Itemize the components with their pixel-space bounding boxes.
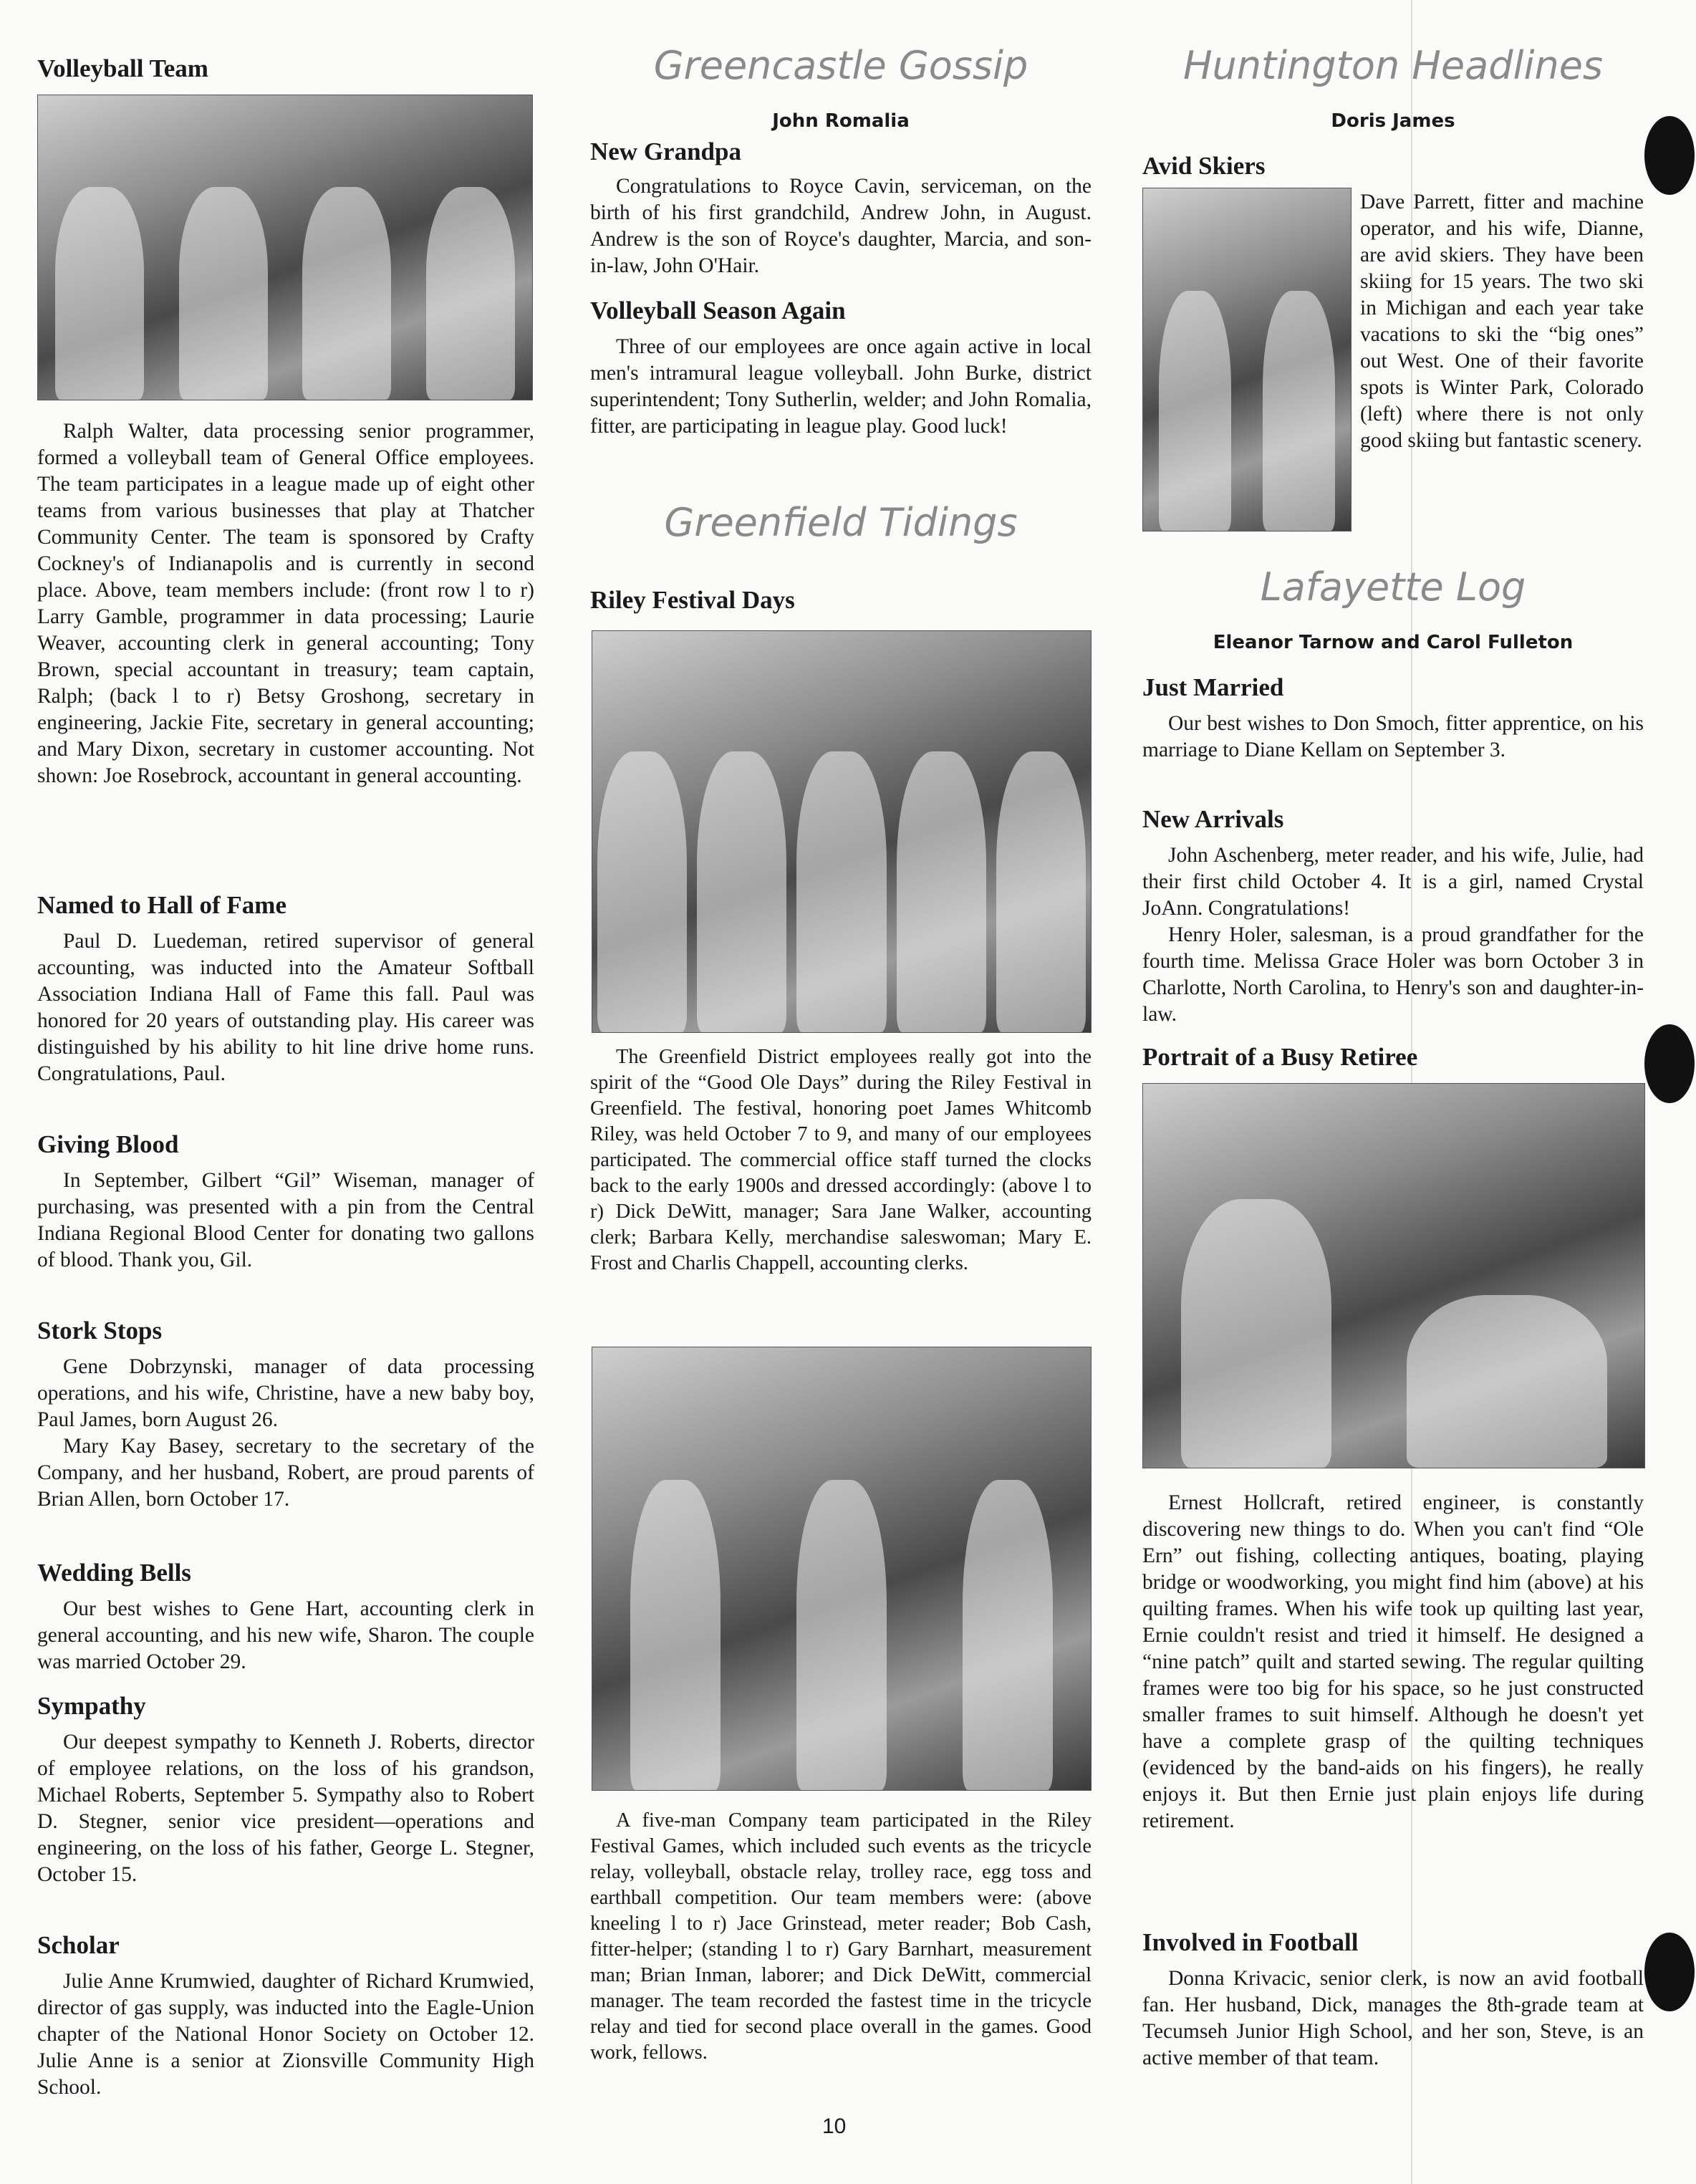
byline-lafayette: Eleanor Tarnow and Carol Fulleton (1213, 632, 1574, 653)
binder-hole-top (1644, 116, 1695, 195)
scholar-text: Julie Anne Krumwied, daughter of Richard Krumwied, director of gas supply, was inducted into the Eagle-Union chapter of the National Honor Society on October 12. Julie Anne is a senior at Zionsville Community High School. (37, 1970, 534, 2099)
volleyball-season-text: Three of our employees are once again active in local men's intramural league volleyball. John Burke, district superintendent; Tony Sutherlin, welder; and John Romalia, fitter, are participating in league play. Good luck! (590, 335, 1092, 438)
stork-stops-text-2: Mary Kay Basey, secretary to the secretary of the Company, and her husband, Robert, are proud parents of Brian Allen, born October 17. (37, 1435, 534, 1511)
involved-in-football-text: Donna Krivacic, senior clerk, is now an avid football fan. Her husband, Dick, manages the 8th-grade team at Tecumseh Junior High School, and her son, Steve, is an active member of that team. (1142, 1967, 1644, 2069)
binder-hole-middle (1644, 1024, 1695, 1103)
heading-wedding-bells: Wedding Bells (37, 1559, 191, 1587)
new-arrivals-text-2: Henry Holer, salesman, is a proud grandfather for the fourth time. Melissa Grace Holer was born October 3 in Charlotte, North Carolina, to Henry's son and daughter-in-law. (1142, 923, 1644, 1026)
wedding-bells-text: Our best wishes to Gene Hart, accounting clerk in general accounting, and his new wife, Sharon. The couple was married October 29. (37, 1597, 534, 1673)
skiers-photo (1142, 188, 1352, 531)
volleyball-team-photo (37, 95, 533, 400)
riley-festival-team-photo (592, 1347, 1092, 1791)
riley-festival-caption-2: A five-man Company team participated in the Riley Festival Games, which included such events as the tricycle relay, volleyball, obstacle relay, trolley race, egg toss and earthball competition. Our team members were: (above kneeling l to r) Jace Grinstead, meter reader; Bob Cash, fitter-helper; (standing l to r) Gary Barnhart, measurement man; Brian Inman, laborer; and Dick DeWitt, commercial manager. The team recorded the fastest time in the tricycle relay and tied for second place overall in the games. Good work, fellows. (590, 1809, 1092, 2064)
volleyball-team-text: Ralph Walter, data processing senior programmer, formed a volleyball team of General Office employees. The team participates in a league made up of eight other teams from various businesses that play at Thatcher Community Center. The team is sponsored by Crafty Cockney's of Indianapolis and is currently in second place. Above, team members include: (front row l to r) Larry Gamble, programmer in data processing; Laurie Weaver, accounting clerk in general accounting; Tony Brown, special accountant in treasury; team captain, Ralph; (back l to r) Betsy Groshong, secretary in engineering, Jackie Fite, secretary in general accounting; and Mary Dixon, secretary in customer accounting. Not shown: Joe Rosebrock, accountant in general accounting. (37, 420, 534, 787)
heading-scholar: Scholar (37, 1931, 120, 1959)
heading-sympathy: Sympathy (37, 1692, 146, 1720)
giving-blood-text: In September, Gilbert “Gil” Wiseman, manager of purchasing, was presented with a pin from the Central Indiana Regional Blood Center for donating two gallons of blood. Thank you, Gil. (37, 1169, 534, 1271)
new-grandpa-text: Congratulations to Royce Cavin, serviceman, on the birth of his first grandchild, Andrew John, in August. Andrew is the son of Royce's daughter, Marcia, and son-in-law, John O'Hair. (590, 175, 1092, 277)
new-arrivals-text-1: John Aschenberg, meter reader, and his wife, Julie, had their first child October 4. It is a girl, named Crystal JoAnn. Congratulations! (1142, 844, 1644, 920)
busy-retiree-text: Ernest Hollcraft, retired engineer, is constantly discovering new things to do. When you can't find “Ole Ern” out fishing, collecting antiques, boating, playing bridge or woodworking, you might find him (above) at his quilting frames. When his wife took up quilting last year, Ernie couldn't resist and tried it himself. He designed a “nine patch” quilt and started sewing. The regular quilting frames were too big for his space, so he just constructed smaller frames to suit himself. Although he doesn't yet have a complete grasp of the quilting techniques (evidenced by the band-aids on his fingers), he really enjoys it. But then Ernie just plain enjoys life during retirement. (1142, 1491, 1644, 1832)
just-married-text: Our best wishes to Don Smoch, fitter apprentice, on his marriage to Diane Kellam on September 3. (1142, 712, 1644, 761)
section-title-greenfield: Greenfield Tidings (664, 500, 1018, 545)
heading-involved-in-football: Involved in Football (1142, 1928, 1359, 1956)
heading-giving-blood: Giving Blood (37, 1130, 179, 1158)
heading-stork-stops: Stork Stops (37, 1317, 163, 1344)
heading-just-married: Just Married (1142, 673, 1284, 701)
byline-huntington: Doris James (1331, 110, 1455, 132)
riley-festival-caption-1: The Greenfield District employees really got into the spirit of the “Good Ole Days” during the Riley Festival in Greenfield. The festival, honoring poet James Whitcomb Riley, was held October 7 to 9, and many of our employees participated. The commercial office staff turned the clocks back to the early 1900s and dressed accordingly: (above l to r) Dick DeWitt, manager; Sara Jane Walker, accounting clerk; Barbara Kelly, merchandise saleswoman; Mary E. Frost and Charlis Chappell, accounting clerks. (590, 1046, 1092, 1274)
heading-new-grandpa: New Grandpa (590, 138, 741, 165)
heading-volleyball-season: Volleyball Season Again (590, 297, 846, 324)
avid-skiers-text: Dave Parrett, fitter and machine operator, and his wife, Dianne, are avid skiers. They have been skiing for 15 years. The two ski in Michigan and each year take vacations to ski the “big ones” out West. One of their favorite spots is Winter Park, Colorado (left) where there is not only good skiing but fantastic scenery. (1360, 191, 1644, 452)
riley-festival-costume-photo (592, 630, 1092, 1033)
heading-busy-retiree: Portrait of a Busy Retiree (1142, 1043, 1418, 1071)
section-title-greencastle: Greencastle Gossip (653, 43, 1028, 88)
heading-new-arrivals: New Arrivals (1142, 805, 1284, 833)
heading-avid-skiers: Avid Skiers (1142, 152, 1266, 180)
heading-riley-festival: Riley Festival Days (590, 586, 795, 614)
section-title-lafayette: Lafayette Log (1260, 564, 1526, 610)
heading-hall-of-fame: Named to Hall of Fame (37, 891, 286, 919)
section-title-huntington: Huntington Headlines (1182, 43, 1604, 88)
stork-stops-text-1: Gene Dobrzynski, manager of data processing operations, and his wife, Christine, have a new baby boy, Paul James, born August 26. (37, 1355, 534, 1431)
hall-of-fame-text: Paul D. Luedeman, retired supervisor of general accounting, was inducted into the Amateur Softball Association Indiana Hall of Fame this fall. Paul was honored for 20 years of outstanding play. His career was distinguished by his ability to hit line drive home runs. Congratulations, Paul. (37, 930, 534, 1085)
byline-greencastle: John Romalia (772, 110, 910, 132)
binder-hole-bottom (1644, 1933, 1695, 2011)
busy-retiree-photo (1142, 1083, 1645, 1468)
heading-volleyball-team: Volleyball Team (37, 54, 208, 82)
page-number: 10 (822, 2115, 847, 2138)
sympathy-text: Our deepest sympathy to Kenneth J. Roberts, director of employee relations, on the loss of his grandson, Michael Roberts, September 5. Sympathy also to Robert D. Stegner, senior vice president—operations and engineering, on the loss of his father, George L. Stegner, October 15. (37, 1731, 534, 1886)
